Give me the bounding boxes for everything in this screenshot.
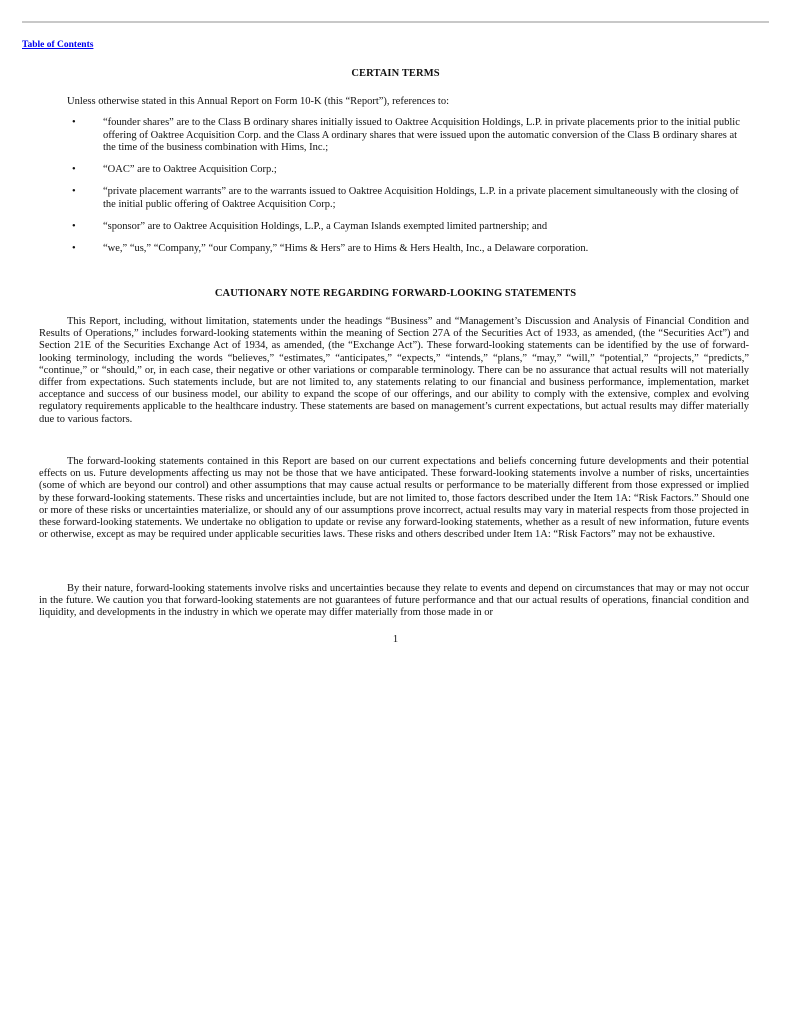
cautionary-paragraph-2: The forward-looking statements contained in this Report are based on our current expectations and beliefs concerning future developments and their potential effects on us. Future developments affecting us may not be those that we have anticipated. These forward-looking statements involve a number of risks, uncertainties (some of which are beyond our control) and other assumptions that may cause actual results or performance to be materially different from those expressed or implied by these forward-looking statements. These risks and uncertainties include, but are not limited to, those factors described under the Item 1A: “Risk Factors.” Should one or more of these risks or uncertainties materialize, or should any of our assumptions prove incorrect, actual results may vary in material respects from those projected in these forward-looking statements. We undertake no obligation to update or revise any forward-looking statements, whether as a result of new information, future events or otherwise, except as may be required under applicable securities laws. These risks and others described under Item 1A: “Risk Factors” may not be exhaustive. [39, 456, 749, 541]
definition-founder-shares: “founder shares” are to the Class B ordinary shares initially issued to Oaktree Acquisition Holdings, L.P. in private placements prior to the initial public offering of Oaktree Acquisition Corp. and the Class A ordinary shares that were issued upon the automatic conversion of the Class B ordinary shares at the time of the business combination with Hims, Inc.; [103, 117, 740, 153]
list-item [0, 221, 791, 234]
list-item [0, 243, 791, 256]
bullet-icon: • [72, 186, 76, 197]
list-item [0, 186, 791, 211]
top-divider [22, 21, 769, 23]
page-number: 1 [392, 634, 399, 645]
cautionary-paragraph-3: By their nature, forward-looking statements involve risks and uncertainties because they relate to events and depend on circumstances that may or may not occur in the future. We caution you that forward-looking statements are not guarantees of future performance and that our actual results of operations, financial condition and liquidity, and developments in the industry in which we operate may differ materially from those made in or [39, 583, 749, 619]
bullet-icon: • [72, 117, 76, 128]
cautionary-paragraph-1: This Report, including, without limitation, statements under the headings “Business” and “Management’s Discussion and Analysis of Financial Condition and Results of Operations,” includes forward-looking statements within the meaning of Section 27A of the Securities Act of 1933, as amended, (the “Securities Act”) and Section 21E of the Securities Exchange Act of 1934, as amended, (the “Exchange Act”). These forward-looking statements can be identified by the use of forward-looking terminology, including the words “believes,” “estimates,” “anticipates,” “expects,” “intends,” “plans,” “may,” “will,” “potential,” “projects,” “predicts,” “continue,” or “should,” or, in each case, their negative or other variations or comparable terminology. There can be no assurance that actual results will not materially differ from expectations. Such statements include, but are not limited to, any statements relating to our financial and business performance, implementation, market acceptance and success of our business model, our ability to expand the scope of our offerings, and our ability to comply with the extensive, complex and evolving regulatory requirements applicable to the healthcare industry. These statements are based on management’s current expectations, but actual results may differ materially due to various factors. [39, 316, 749, 425]
list-item [0, 117, 791, 155]
definition-company: “we,” “us,” “Company,” “our Company,” “Hims & Hers” are to Hims & Hers Health, Inc., a Delaware corporation. [103, 242, 589, 254]
bullet-icon: • [72, 220, 76, 232]
cautionary-note-heading: CAUTIONARY NOTE REGARDING FORWARD-LOOKING STATEMENTS [214, 288, 577, 299]
certain-terms-heading: CERTAIN TERMS [351, 68, 440, 79]
certain-terms-intro: Unless otherwise stated in this Annual Report on Form 10-K (this “Report”), references to: [67, 96, 449, 107]
definitions-list [0, 117, 791, 265]
bullet-icon: • [72, 242, 76, 254]
bullet-icon: • [72, 164, 76, 175]
table-of-contents-link[interactable]: Table of Contents [22, 40, 94, 50]
definition-oac: “OAC” are to Oaktree Acquisition Corp.; [103, 164, 277, 175]
definition-sponsor: “sponsor” are to Oaktree Acquisition Holdings, L.P., a Cayman Islands exempted limited partnership; and [103, 220, 548, 232]
list-item [0, 164, 791, 177]
definition-private-placement-warrants: “private placement warrants” are to the warrants issued to Oaktree Acquisition Holdings, L.P. in a private placement simultaneously with the closing of the initial public offering of Oaktree Acquisition Corp.; [103, 186, 739, 210]
